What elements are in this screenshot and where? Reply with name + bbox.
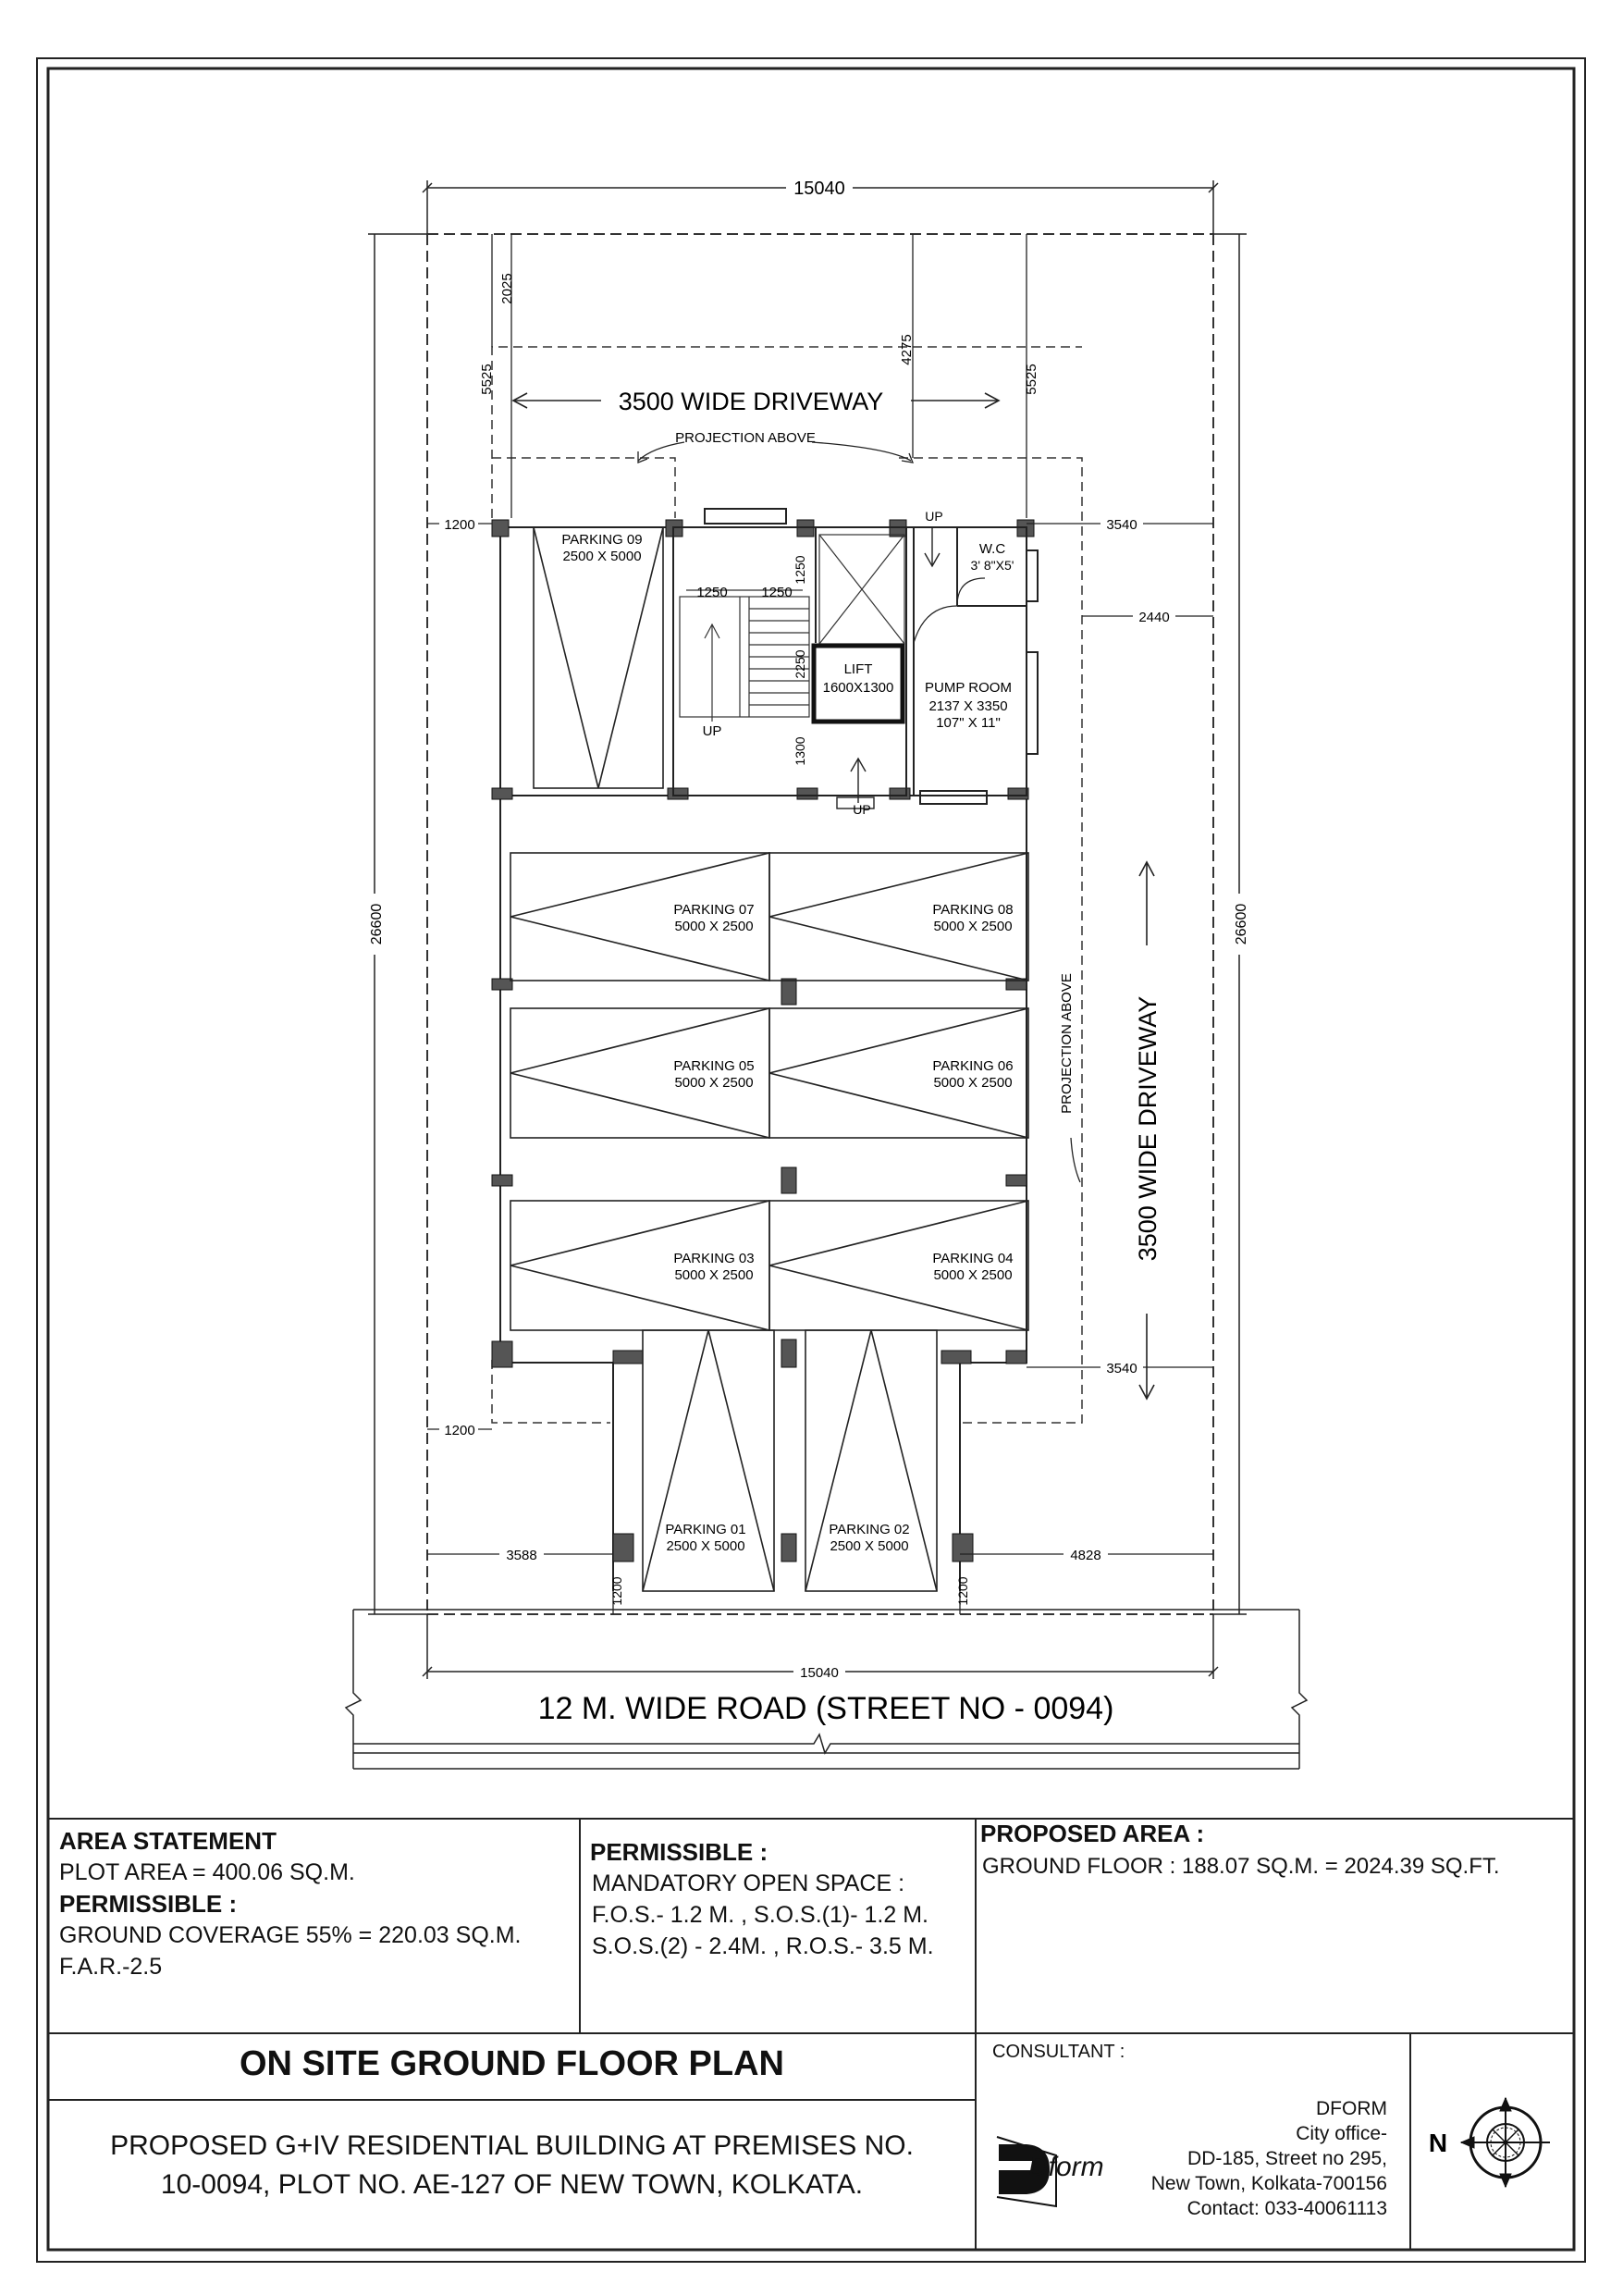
- pump-label: PUMP ROOM: [925, 680, 1012, 696]
- parking-03-size: 5000 X 2500: [674, 1267, 754, 1283]
- parking-04-name: PARKING 04: [932, 1251, 1014, 1266]
- driveway-top-label: 3500 WIDE DRIVEWAY: [618, 388, 884, 415]
- up-top-arrow: [925, 527, 940, 566]
- parking-09-name: PARKING 09: [561, 532, 643, 548]
- parking-07-name: PARKING 07: [673, 902, 755, 918]
- consultant-office: City office-: [1296, 2123, 1387, 2144]
- parking-04-size: 5000 X 2500: [933, 1267, 1013, 1283]
- permissible-line2: F.O.S.- 1.2 M. , S.O.S.(1)- 1.2 M.: [592, 1902, 928, 1928]
- dim-2025: 2025: [499, 273, 515, 304]
- dim-1250-b: 1250: [761, 585, 793, 600]
- dim-1250-v: 1250: [793, 555, 807, 585]
- duct-shaft: [819, 535, 904, 644]
- parking-09-size: 2500 X 5000: [562, 549, 642, 564]
- consultant-name: DFORM: [1316, 2098, 1387, 2119]
- dim-right-side: [1027, 524, 1213, 1367]
- parking-05-size: 5000 X 2500: [674, 1075, 754, 1091]
- north-arrow-icon: [1461, 2098, 1550, 2187]
- parking-01-name: PARKING 01: [665, 1522, 746, 1537]
- dim-5525-left: 5525: [479, 364, 495, 395]
- project-line2: 10-0094, PLOT NO. AE-127 OF NEW TOWN, KOLKATA.: [160, 2169, 864, 2200]
- drawing-title: ON SITE GROUND FLOOR PLAN: [240, 2044, 784, 2083]
- projection-top-label: PROJECTION ABOVE: [675, 430, 816, 446]
- road-label: 12 M. WIDE ROAD (STREET NO - 0094): [537, 1691, 1114, 1726]
- up-stair: UP: [702, 723, 722, 739]
- permissible-heading: PERMISSIBLE :: [590, 1838, 768, 1866]
- lift-size: 1600X1300: [822, 680, 894, 696]
- plot-boundary: [427, 234, 1213, 1614]
- dim-5525-right: 5525: [1024, 364, 1039, 395]
- area-permissible-heading: PERMISSIBLE :: [59, 1890, 238, 1918]
- road-lines: [346, 1610, 1307, 1769]
- parking-06-size: 5000 X 2500: [933, 1075, 1013, 1091]
- parking-01-size: 2500 X 5000: [666, 1538, 745, 1554]
- parking-02-size: 2500 X 5000: [830, 1538, 909, 1554]
- dform-logo: [997, 2137, 1104, 2206]
- pump-size: 2137 X 3350: [928, 698, 1008, 714]
- ground-coverage: GROUND COVERAGE 55% = 220.03 SQ.M.: [59, 1922, 522, 1948]
- dim-4828: 4828: [1070, 1548, 1101, 1563]
- dim-bottom-label: 15040: [800, 1665, 839, 1681]
- dim-2440: 2440: [1138, 610, 1170, 625]
- projection-side-leader: [1071, 1138, 1080, 1182]
- staircase: [680, 590, 809, 722]
- parking-09-stall: [534, 527, 663, 788]
- permissible-line1: MANDATORY OPEN SPACE :: [592, 1870, 905, 1896]
- svg-text:Dform: Dform: [1028, 2152, 1104, 2182]
- parking-02-name: PARKING 02: [829, 1522, 910, 1537]
- dim-1200-bottom-left: 1200: [444, 1423, 475, 1438]
- permissible-line3: S.O.S.(2) - 2.4M. , R.O.S.- 3.5 M.: [592, 1933, 934, 1959]
- dim-2250: 2250: [793, 649, 807, 679]
- pump-size-ft: 107" X 11": [936, 715, 1001, 731]
- area-statement-heading: AREA STATEMENT: [59, 1827, 277, 1855]
- plot-area: PLOT AREA = 400.06 SQ.M.: [59, 1859, 355, 1885]
- proposed-area-heading: PROPOSED AREA :: [980, 1820, 1205, 1847]
- project-line1: PROPOSED G+IV RESIDENTIAL BUILDING AT PREMISES NO.: [110, 2130, 914, 2161]
- columns: [492, 520, 1034, 1562]
- dim-1200-top-left: 1200: [444, 517, 475, 533]
- wc-label: W.C: [978, 541, 1006, 557]
- parking-07-size: 5000 X 2500: [674, 919, 754, 934]
- dim-top-label: 15040: [793, 179, 845, 199]
- consultant-address2: New Town, Kolkata-700156: [1150, 2173, 1387, 2194]
- proposed-ground-floor: GROUND FLOOR : 188.07 SQ.M. = 2024.39 SQ.FT.: [982, 1854, 1500, 1879]
- projection-side-label: PROJECTION ABOVE: [1059, 973, 1075, 1114]
- parking-05-name: PARKING 05: [673, 1058, 755, 1074]
- dim-3540-top: 3540: [1106, 517, 1137, 533]
- up-bottom: UP: [853, 802, 871, 817]
- dim-top-verticals: [492, 234, 1027, 518]
- dim-3588: 3588: [506, 1548, 537, 1563]
- parking-08-size: 5000 X 2500: [933, 919, 1013, 934]
- consultant-heading: CONSULTANT :: [992, 2042, 1125, 2062]
- up-bottom-arrow: [837, 759, 874, 809]
- driveway-side-label: 3500 WIDE DRIVEWAY: [1134, 995, 1162, 1262]
- parking-06-name: PARKING 06: [932, 1058, 1014, 1074]
- up-top: UP: [925, 509, 943, 524]
- consultant-contact: Contact: 033-40061113: [1187, 2198, 1387, 2219]
- parking-08-name: PARKING 08: [932, 902, 1014, 918]
- dim-right-total-label: 26600: [1234, 903, 1249, 945]
- dim-1200-v-left: 1200: [609, 1576, 624, 1606]
- north-label: N: [1428, 2129, 1448, 2157]
- dim-1200-v-right: 1200: [955, 1576, 970, 1606]
- lift-label: LIFT: [843, 661, 873, 677]
- consultant-address1: DD-185, Street no 295,: [1187, 2148, 1387, 2169]
- dim-left-side: [427, 524, 492, 1429]
- wc-size: 3' 8"X5': [970, 558, 1014, 573]
- dim-left-total-label: 26600: [369, 903, 385, 945]
- dim-1250-a: 1250: [696, 585, 728, 600]
- dim-3540-bottom: 3540: [1106, 1361, 1137, 1376]
- far-value: F.A.R.-2.5: [59, 1954, 163, 1980]
- parking-03-name: PARKING 03: [673, 1251, 755, 1266]
- dim-1300: 1300: [793, 736, 807, 766]
- core-walls: [673, 509, 906, 796]
- dim-4275: 4275: [899, 334, 915, 365]
